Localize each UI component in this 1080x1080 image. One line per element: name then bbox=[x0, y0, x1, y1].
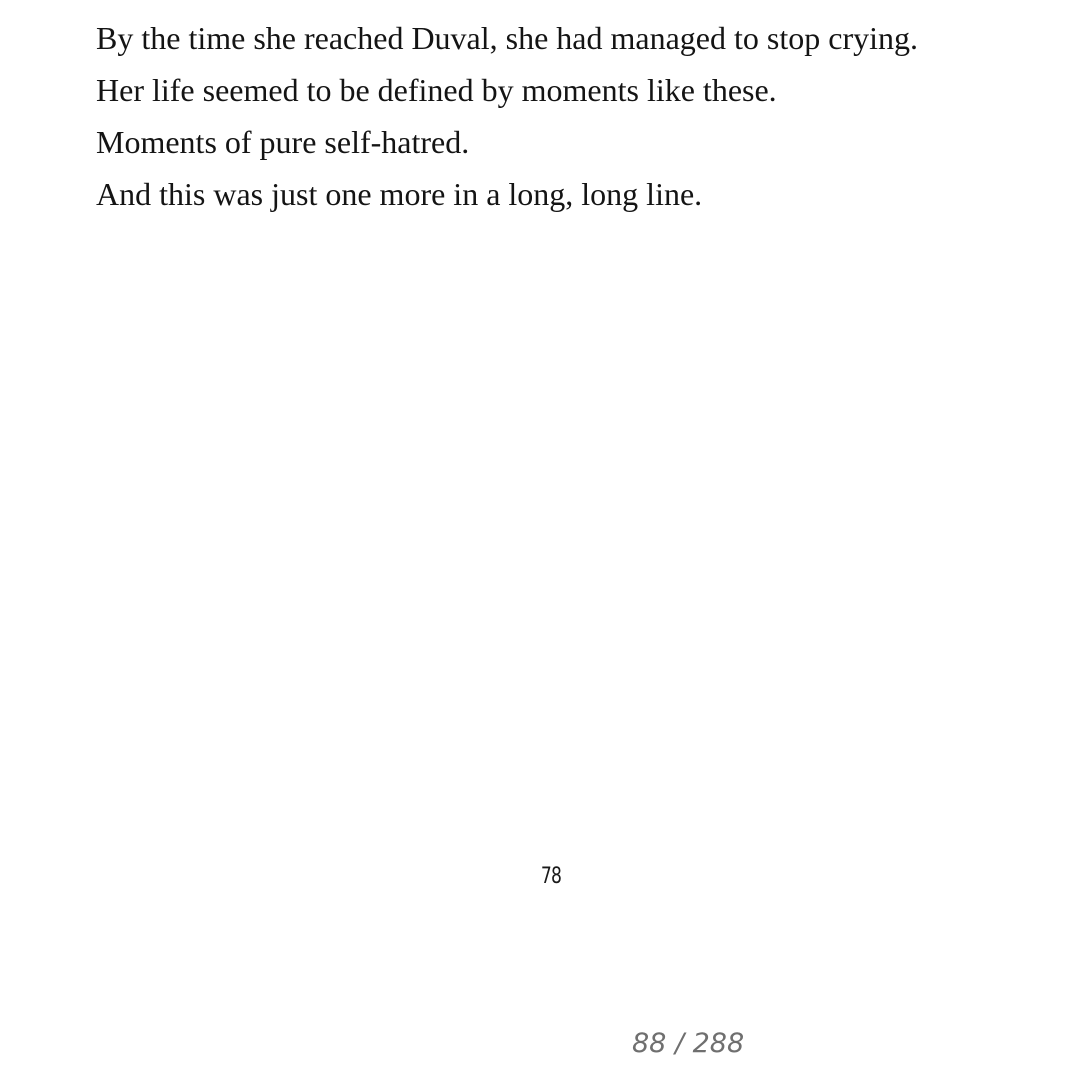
page-progress-indicator: 88 / 288 bbox=[632, 1028, 745, 1059]
text-line: Her life seemed to be defined by moments like these. bbox=[96, 72, 777, 108]
page-text bbox=[96, 12, 1036, 220]
text-line: By the time she reached Duval, she had managed to stop crying. bbox=[96, 20, 918, 56]
text-line: And this was just one more in a long, long line. bbox=[96, 176, 703, 212]
printed-page-number: 78 bbox=[540, 864, 562, 889]
text-line: Moments of pure self-hatred. bbox=[96, 124, 470, 160]
